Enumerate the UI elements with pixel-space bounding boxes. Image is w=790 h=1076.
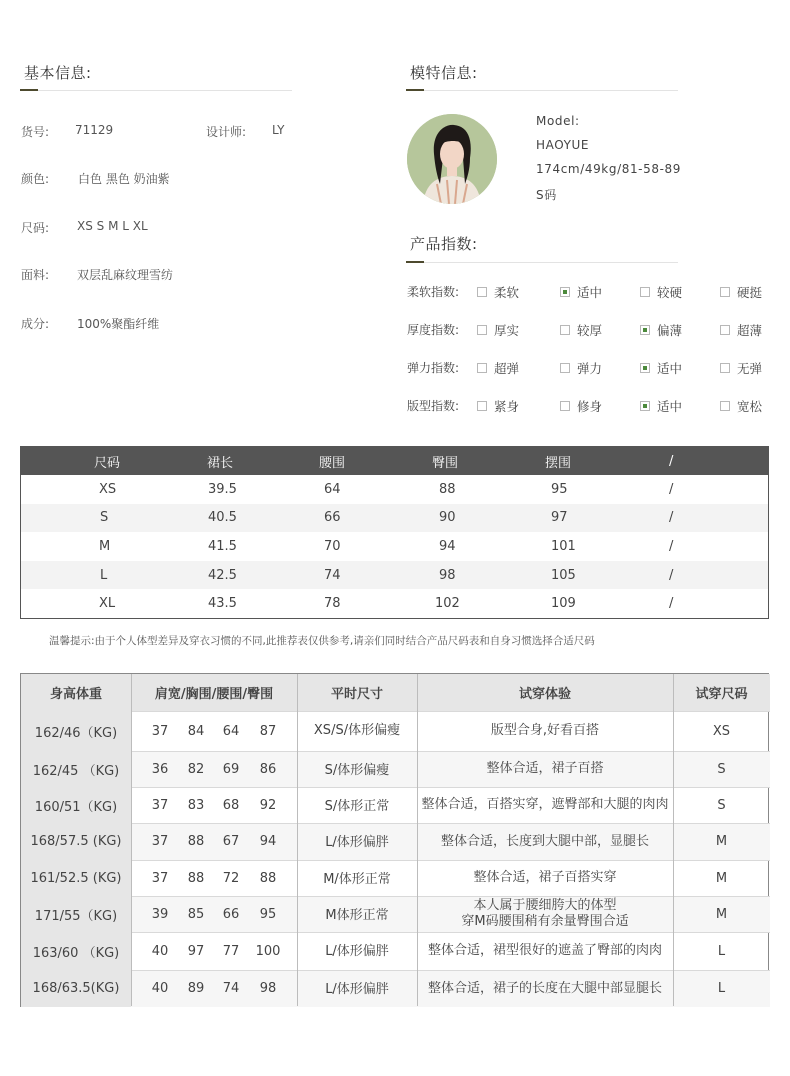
trial-measurement: 37 xyxy=(151,834,169,849)
index-option xyxy=(640,283,682,301)
checkbox-icon xyxy=(560,325,570,335)
trial-size: M xyxy=(715,834,728,849)
trial-row xyxy=(21,970,770,1007)
trial-measurement: 74 xyxy=(222,981,240,996)
product-index-accent xyxy=(406,261,424,263)
checkbox-icon xyxy=(720,287,730,297)
trial-experience-line: 本人属于腰细胯大的体型 xyxy=(473,898,617,913)
trial-row xyxy=(21,860,770,896)
trial-height-weight: 168/63.5(KG) xyxy=(21,970,131,1007)
trial-measurement: 88 xyxy=(259,870,277,886)
checkbox-icon xyxy=(640,287,650,297)
trial-usual-size: S/体形偏瘦 xyxy=(324,763,390,778)
size-row xyxy=(21,504,768,533)
index-option-selected xyxy=(640,321,682,339)
size-cell: 98 xyxy=(439,567,456,583)
trial-size: S xyxy=(717,797,726,813)
option-label: 修身 xyxy=(577,399,603,414)
model-name: HAOYUE xyxy=(536,138,590,152)
trial-table xyxy=(20,673,769,1007)
trial-experience-line: 穿M码腰围稍有余量臀围合适 xyxy=(461,914,629,929)
trial-size: L xyxy=(717,981,726,996)
trial-height-weight: 162/46（KG) xyxy=(21,711,131,751)
size-header-cell: 腰围 xyxy=(319,455,346,471)
trial-size: M xyxy=(715,870,728,886)
info-label: 货号: xyxy=(21,125,50,139)
option-label: 无弹 xyxy=(737,361,763,376)
trial-measurement: 37 xyxy=(151,870,169,886)
size-table-header xyxy=(21,447,768,475)
trial-measurement: 36 xyxy=(151,761,169,777)
checkbox-checked-icon xyxy=(560,287,570,297)
info-label-designer: 设计师: xyxy=(206,125,247,139)
index-option xyxy=(560,321,602,339)
grid-line xyxy=(673,674,674,1006)
index-label-fit: 版型指数: xyxy=(407,399,460,413)
trial-usual-size: L/体形偏胖 xyxy=(325,982,389,997)
trial-experience xyxy=(417,711,673,751)
size-cell: 95 xyxy=(551,481,568,497)
size-header-cell: 裙长 xyxy=(207,455,234,471)
index-option xyxy=(477,359,519,377)
trial-experience xyxy=(417,823,673,860)
trial-experience-line: 版型合身,好看百搭 xyxy=(490,723,600,738)
trial-height-weight: 161/52.5 (KG) xyxy=(21,860,131,896)
trial-usual-size: M/体形正常 xyxy=(323,872,391,887)
size-cell: 88 xyxy=(439,481,456,497)
info-value: XS S M L XL xyxy=(77,219,148,233)
trial-measurement: 40 xyxy=(151,943,169,959)
trial-experience-line: 整体合适，长度到大腿中部，显腿长 xyxy=(440,833,649,849)
index-label-softness: 柔软指数: xyxy=(407,285,460,299)
size-cell: / xyxy=(669,481,674,497)
model-info-title: 模特信息: xyxy=(410,64,478,82)
model-info-divider xyxy=(406,90,678,91)
checkbox-icon xyxy=(477,325,487,335)
size-cell: 43.5 xyxy=(208,596,237,612)
size-cell: 41.5 xyxy=(208,538,237,554)
checkbox-icon xyxy=(560,363,570,373)
size-header-cell: 摆围 xyxy=(545,455,572,471)
index-option xyxy=(720,397,762,415)
size-cell: 94 xyxy=(439,538,456,554)
option-label: 弹力 xyxy=(577,361,603,376)
trial-measurement: 82 xyxy=(187,761,205,777)
size-cell: 70 xyxy=(324,538,341,554)
option-label: 超薄 xyxy=(737,323,763,338)
checkbox-checked-icon xyxy=(640,401,650,411)
info-label: 颜色: xyxy=(21,172,50,186)
trial-experience-line: 整体合适，裙子的长度在大腿中部显腿长 xyxy=(427,980,662,996)
size-cell: M xyxy=(99,538,111,554)
trial-measurement: 64 xyxy=(222,723,240,739)
checkbox-icon xyxy=(477,363,487,373)
trial-measurement: 97 xyxy=(187,943,205,959)
size-header-cell: 臀围 xyxy=(432,455,459,471)
trial-measurement: 84 xyxy=(187,723,205,739)
trial-measurement: 40 xyxy=(151,981,169,996)
option-label: 硬挺 xyxy=(737,285,763,300)
trial-measurement: 92 xyxy=(259,797,277,813)
trial-usual-size: S/体形正常 xyxy=(324,799,390,814)
grid-line xyxy=(417,674,418,1006)
checkbox-checked-icon xyxy=(640,363,650,373)
grid-line xyxy=(297,674,298,1006)
size-row xyxy=(21,475,768,504)
size-cell: XS xyxy=(99,481,117,497)
trial-usual-size: L/体形偏胖 xyxy=(325,835,389,850)
trial-measurement: 86 xyxy=(259,761,277,777)
checkbox-icon xyxy=(560,401,570,411)
index-option xyxy=(560,359,602,377)
size-cell: 102 xyxy=(435,596,460,612)
index-option xyxy=(720,359,762,377)
trial-experience xyxy=(417,970,673,1007)
option-label: 适中 xyxy=(657,399,683,414)
trial-experience xyxy=(417,860,673,896)
model-measurements: 174cm/49kg/81-58-89 xyxy=(536,162,681,176)
size-cell: L xyxy=(100,567,108,583)
checkbox-icon xyxy=(720,325,730,335)
option-label: 紧身 xyxy=(494,399,520,414)
trial-experience-line: 整体合适，裙子百搭实穿 xyxy=(473,870,617,885)
trial-measurement: 37 xyxy=(151,797,169,813)
product-index-divider xyxy=(406,262,678,263)
checkbox-checked-icon xyxy=(640,325,650,335)
trial-header xyxy=(21,674,770,711)
index-option xyxy=(720,283,762,301)
trial-measurement: 66 xyxy=(222,906,240,922)
product-index-title: 产品指数: xyxy=(410,235,478,253)
trial-header-cell: 肩宽/胸围/腰围/臀围 xyxy=(154,687,274,702)
size-header-cell: 尺码 xyxy=(94,455,121,471)
size-cell: 42.5 xyxy=(208,567,237,583)
size-table xyxy=(20,446,769,619)
trial-experience-line: 整体合适，裙子百搭 xyxy=(486,761,604,776)
size-cell: / xyxy=(669,538,674,554)
trial-row xyxy=(21,896,770,932)
trial-measurement: 72 xyxy=(222,870,240,886)
size-cell: / xyxy=(669,596,674,612)
checkbox-icon xyxy=(477,287,487,297)
trial-measurement: 89 xyxy=(187,981,205,996)
trial-height-weight: 160/51（KG) xyxy=(21,787,131,823)
trial-measurement: 95 xyxy=(259,906,277,922)
trial-measurement: 85 xyxy=(187,906,205,922)
info-value: 双层乱麻纹理雪纺 xyxy=(77,268,174,282)
size-row xyxy=(21,589,768,618)
trial-measurement: 37 xyxy=(151,723,169,739)
trial-row xyxy=(21,751,770,787)
model-size: S码 xyxy=(536,188,557,202)
basic-info-accent xyxy=(20,89,38,91)
size-cell: 39.5 xyxy=(208,481,237,497)
model-avatar xyxy=(407,114,497,204)
trial-height-weight: 168/57.5 (KG) xyxy=(21,823,131,860)
index-label-elasticity: 弹力指数: xyxy=(407,361,460,375)
trial-height-weight: 171/55（KG) xyxy=(21,896,131,932)
size-row xyxy=(21,532,768,561)
basic-info-title: 基本信息: xyxy=(24,64,92,82)
size-cell: 74 xyxy=(324,567,341,583)
size-cell: 109 xyxy=(551,596,576,612)
trial-experience-line: 整体合适，百搭实穿，遮臀部和大腿的肉肉 xyxy=(421,797,669,812)
trial-experience xyxy=(417,787,673,823)
trial-row xyxy=(21,787,770,823)
trial-row xyxy=(21,823,770,860)
index-option xyxy=(720,321,762,339)
size-cell: XL xyxy=(99,596,116,612)
trial-measurement: 67 xyxy=(222,834,240,849)
trial-height-weight: 163/60 （KG) xyxy=(21,932,131,970)
trial-measurement: 39 xyxy=(151,906,169,922)
info-value: 白色 黑色 奶油紫 xyxy=(78,172,170,186)
trial-size: S xyxy=(717,761,726,777)
model-info-accent xyxy=(406,89,424,91)
trial-row xyxy=(21,932,770,970)
info-label: 成分: xyxy=(21,317,50,331)
trial-header-cell: 平时尺寸 xyxy=(330,687,383,702)
trial-height-weight: 162/45 （KG) xyxy=(21,751,131,787)
trial-measurement: 68 xyxy=(222,797,240,813)
model-label: Model: xyxy=(536,114,580,128)
size-header-cell: / xyxy=(669,453,674,469)
info-value: 71129 xyxy=(75,123,114,137)
trial-measurement: 88 xyxy=(187,834,205,849)
index-option xyxy=(477,283,519,301)
index-option-selected xyxy=(640,359,682,377)
trial-row xyxy=(21,711,770,751)
trial-size: L xyxy=(717,943,726,959)
size-cell: 90 xyxy=(439,510,456,526)
info-label: 尺码: xyxy=(21,221,50,235)
checkbox-icon xyxy=(720,363,730,373)
trial-measurement: 77 xyxy=(222,943,240,959)
index-option xyxy=(477,321,519,339)
size-cell: 97 xyxy=(551,510,568,526)
option-label: 厚实 xyxy=(494,323,520,338)
size-tip: 温馨提示:由于个人体型差异及穿衣习惯的不同,此推荐表仅供参考,请亲们同时结合产品尺码表和自身习惯选择合适尺码 xyxy=(49,635,595,647)
trial-header-cell: 试穿体验 xyxy=(518,687,571,702)
checkbox-icon xyxy=(720,401,730,411)
size-cell: / xyxy=(669,567,674,583)
trial-measurement: 100 xyxy=(255,943,281,959)
index-option xyxy=(560,397,602,415)
size-cell: 105 xyxy=(551,567,576,583)
trial-measurement: 98 xyxy=(259,981,277,996)
option-label: 较厚 xyxy=(577,323,603,338)
trial-usual-size: L/体形偏胖 xyxy=(325,944,389,959)
option-label: 适中 xyxy=(657,361,683,376)
trial-measurement: 83 xyxy=(187,797,205,813)
size-cell: 78 xyxy=(324,596,341,612)
option-label: 较硬 xyxy=(657,285,683,300)
size-cell: S xyxy=(100,510,109,526)
trial-size: M xyxy=(715,906,728,922)
size-row xyxy=(21,561,768,590)
trial-experience xyxy=(417,932,673,970)
option-label: 超弹 xyxy=(494,361,520,376)
grid-line xyxy=(131,674,132,1006)
size-cell: 40.5 xyxy=(208,510,237,526)
option-label: 偏薄 xyxy=(657,323,683,338)
trial-measurement: 94 xyxy=(259,834,277,849)
info-value: 100%聚酯纤维 xyxy=(77,317,160,331)
trial-measurement: 87 xyxy=(259,723,277,739)
size-cell: 101 xyxy=(551,538,576,554)
size-cell: / xyxy=(669,510,674,526)
info-label: 面料: xyxy=(21,268,50,282)
basic-info-divider xyxy=(20,90,292,91)
size-cell: 66 xyxy=(324,510,341,526)
size-cell: 64 xyxy=(324,481,341,497)
option-label: 宽松 xyxy=(737,399,763,414)
trial-experience-line: 整体合适，裙型很好的遮盖了臀部的肉肉 xyxy=(427,943,662,958)
index-option xyxy=(477,397,519,415)
trial-size: XS xyxy=(712,723,731,739)
trial-experience xyxy=(417,896,673,932)
trial-measurement: 69 xyxy=(222,761,240,777)
trial-experience xyxy=(417,751,673,787)
checkbox-icon xyxy=(477,401,487,411)
trial-usual-size: M体形正常 xyxy=(325,908,389,923)
index-option-selected xyxy=(640,397,682,415)
index-label-thickness: 厚度指数: xyxy=(407,323,460,337)
index-option-selected xyxy=(560,283,602,301)
trial-measurement: 88 xyxy=(187,870,205,886)
trial-usual-size: XS/S/体形偏瘦 xyxy=(313,723,401,738)
trial-header-cell: 试穿尺码 xyxy=(695,687,748,702)
option-label: 柔软 xyxy=(494,285,520,300)
info-value-designer: LY xyxy=(272,123,285,137)
trial-header-cell: 身高体重 xyxy=(49,687,102,702)
option-label: 适中 xyxy=(577,285,603,300)
